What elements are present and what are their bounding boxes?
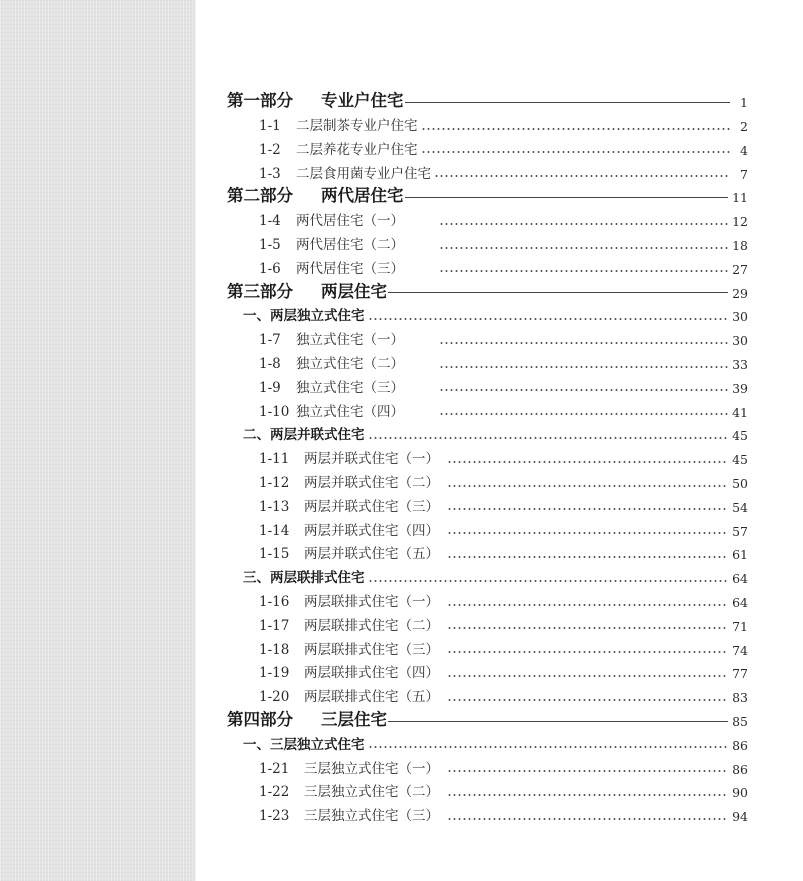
toc-part-heading[interactable] [226, 276, 748, 300]
leader-dots [421, 128, 731, 130]
entry-number: 1-15 [259, 546, 290, 563]
entry-title: 两代居住宅（一） [296, 213, 404, 230]
leader-dots [447, 770, 728, 772]
toc-entry[interactable] [226, 681, 748, 705]
leader-dots [368, 318, 729, 320]
page-number: 30 [732, 309, 748, 325]
entry-number: 1-12 [259, 475, 290, 492]
entry-title: 独立式住宅（三） [296, 379, 404, 396]
leader-dots [447, 485, 728, 487]
leader-dots [421, 151, 731, 153]
leader-dots [447, 651, 728, 653]
entry-number: 1-3 [259, 165, 281, 182]
toc-entry[interactable] [226, 253, 748, 277]
page-number: 2 [740, 119, 748, 135]
entry-number: 1-8 [259, 356, 281, 373]
leader-dots [447, 604, 728, 606]
entry-title: 二层养花专业户住宅 [296, 141, 418, 158]
page-number: 39 [732, 380, 748, 396]
page-number: 41 [732, 404, 748, 420]
page-number: 45 [732, 452, 748, 468]
toc-entry[interactable] [226, 514, 748, 538]
part-title: 专业户住宅 [321, 91, 404, 111]
toc-entry[interactable] [226, 205, 748, 229]
entry-number: 1-22 [259, 784, 290, 801]
page-number: 33 [732, 357, 748, 373]
leader-dots [447, 675, 728, 677]
leader-line [388, 291, 728, 293]
entry-number: 1-11 [259, 451, 290, 468]
entry-title: 独立式住宅（一） [296, 332, 404, 349]
entry-title: 两层并联式住宅（五） [304, 546, 439, 563]
entry-number: 1-18 [259, 641, 290, 658]
page-number: 61 [732, 547, 748, 563]
page-margin-strip [0, 0, 196, 881]
entry-number: 1-2 [259, 141, 281, 158]
entry-title: 两层并联式住宅（一） [304, 451, 439, 468]
entry-number: 1-23 [259, 808, 290, 825]
toc-entry[interactable] [226, 395, 748, 419]
toc-part-heading[interactable] [226, 705, 748, 729]
part-label: 第二部分 [227, 186, 293, 206]
leader-dots [439, 342, 728, 344]
entry-number: 1-9 [259, 379, 281, 396]
entry-title: 两层联排式住宅（三） [304, 641, 439, 658]
leader-dots [447, 627, 728, 629]
toc-entry[interactable] [226, 538, 748, 562]
page-number: 29 [732, 285, 748, 301]
section-title: 二、两层并联式住宅 [243, 427, 365, 444]
entry-title: 两层联排式住宅（四） [304, 665, 439, 682]
page-number: 74 [732, 642, 748, 658]
page-number: 57 [732, 523, 748, 539]
entry-number: 1-7 [259, 332, 281, 349]
page-number: 85 [732, 714, 748, 730]
page-number: 45 [732, 428, 748, 444]
toc-part-heading[interactable] [226, 86, 748, 110]
leader-line [388, 720, 728, 722]
page-number: 1 [740, 95, 748, 111]
leader-dots [439, 389, 728, 391]
part-title: 两层住宅 [321, 281, 387, 301]
entry-number: 1-4 [259, 213, 281, 230]
page-number: 64 [732, 571, 748, 587]
section-title: 三、两层联排式住宅 [243, 570, 365, 587]
leader-dots [447, 556, 728, 558]
entry-title: 两层并联式住宅（三） [304, 498, 439, 515]
toc-entry[interactable] [226, 586, 748, 610]
toc-entry[interactable] [226, 443, 748, 467]
leader-dots [447, 794, 728, 796]
leader-dots [368, 746, 729, 748]
toc-entry[interactable] [226, 324, 748, 348]
entry-number: 1-19 [259, 665, 290, 682]
entry-title: 三层独立式住宅（三） [304, 808, 439, 825]
toc-section-heading[interactable] [226, 419, 748, 443]
toc-part-heading[interactable] [226, 181, 748, 205]
leader-dots [447, 532, 728, 534]
entry-title: 两代居住宅（二） [296, 237, 404, 254]
toc-entry[interactable] [226, 752, 748, 776]
entry-number: 1-20 [259, 689, 290, 706]
entry-title: 两层联排式住宅（一） [304, 594, 439, 611]
toc-entry[interactable] [226, 491, 748, 515]
part-label: 第三部分 [227, 281, 293, 301]
toc-entry[interactable] [226, 776, 748, 800]
leader-line [405, 196, 729, 198]
table-of-contents [226, 86, 748, 824]
page-number: 90 [732, 785, 748, 801]
page-number: 54 [732, 499, 748, 515]
page-number: 4 [740, 142, 748, 158]
page-number: 7 [740, 166, 748, 182]
leader-dots [447, 508, 728, 510]
entry-number: 1-14 [259, 522, 290, 539]
part-label: 第四部分 [227, 710, 293, 730]
toc-entry[interactable] [226, 610, 748, 634]
toc-entry[interactable] [226, 157, 748, 181]
toc-entry[interactable] [226, 467, 748, 491]
toc-entry[interactable] [226, 348, 748, 372]
page-number: 11 [732, 190, 748, 206]
leader-dots [368, 437, 729, 439]
toc-entry[interactable] [226, 633, 748, 657]
entry-title: 三层独立式住宅（一） [304, 760, 439, 777]
entry-number: 1-1 [259, 118, 281, 135]
page-number: 27 [732, 261, 748, 277]
leader-dots [434, 175, 730, 177]
page-number: 86 [732, 761, 748, 777]
toc-section-heading[interactable] [226, 562, 748, 586]
toc-entry[interactable] [226, 372, 748, 396]
page-number: 83 [732, 690, 748, 706]
entry-title: 两层联排式住宅（五） [304, 689, 439, 706]
page-number: 86 [732, 737, 748, 753]
entry-number: 1-6 [259, 260, 281, 277]
toc-entry[interactable] [226, 134, 748, 158]
entry-title: 二层制茶专业户住宅 [296, 118, 418, 135]
page-number: 94 [732, 809, 748, 825]
entry-number: 1-5 [259, 237, 281, 254]
entry-number: 1-16 [259, 594, 290, 611]
toc-entry[interactable] [226, 110, 748, 134]
entry-title: 三层独立式住宅（二） [304, 784, 439, 801]
entry-title: 两代居住宅（三） [296, 260, 404, 277]
part-title: 两代居住宅 [321, 186, 404, 206]
entry-title: 独立式住宅（四） [296, 403, 404, 420]
toc-entry[interactable] [226, 657, 748, 681]
page-number: 64 [732, 595, 748, 611]
leader-line [405, 101, 731, 103]
page-number: 18 [732, 238, 748, 254]
page-number: 77 [732, 666, 748, 682]
page-number: 30 [732, 333, 748, 349]
toc-entry[interactable] [226, 229, 748, 253]
leader-dots [439, 366, 728, 368]
part-label: 第一部分 [227, 91, 293, 111]
leader-dots [368, 580, 729, 582]
section-title: 一、两层独立式住宅 [243, 308, 365, 325]
entry-title: 二层食用菌专业户住宅 [296, 165, 431, 182]
leader-dots [439, 413, 728, 415]
entry-title: 两层并联式住宅（四） [304, 522, 439, 539]
entry-title: 两层联排式住宅（二） [304, 617, 439, 634]
page-number: 50 [732, 476, 748, 492]
leader-dots [447, 818, 728, 820]
entry-number: 1-17 [259, 617, 290, 634]
leader-dots [439, 223, 728, 225]
entry-number: 1-10 [259, 403, 290, 420]
leader-dots [447, 699, 728, 701]
entry-number: 1-13 [259, 498, 290, 515]
entry-title: 两层并联式住宅（二） [304, 475, 439, 492]
section-title: 一、三层独立式住宅 [243, 736, 365, 753]
page-number: 71 [732, 618, 748, 634]
page-number: 12 [732, 214, 748, 230]
toc-section-heading[interactable] [226, 300, 748, 324]
toc-entry[interactable] [226, 800, 748, 824]
entry-number: 1-21 [259, 760, 290, 777]
leader-dots [439, 247, 728, 249]
leader-dots [439, 270, 728, 272]
toc-section-heading[interactable] [226, 729, 748, 753]
entry-title: 独立式住宅（二） [296, 356, 404, 373]
part-title: 三层住宅 [321, 710, 387, 730]
leader-dots [447, 461, 728, 463]
